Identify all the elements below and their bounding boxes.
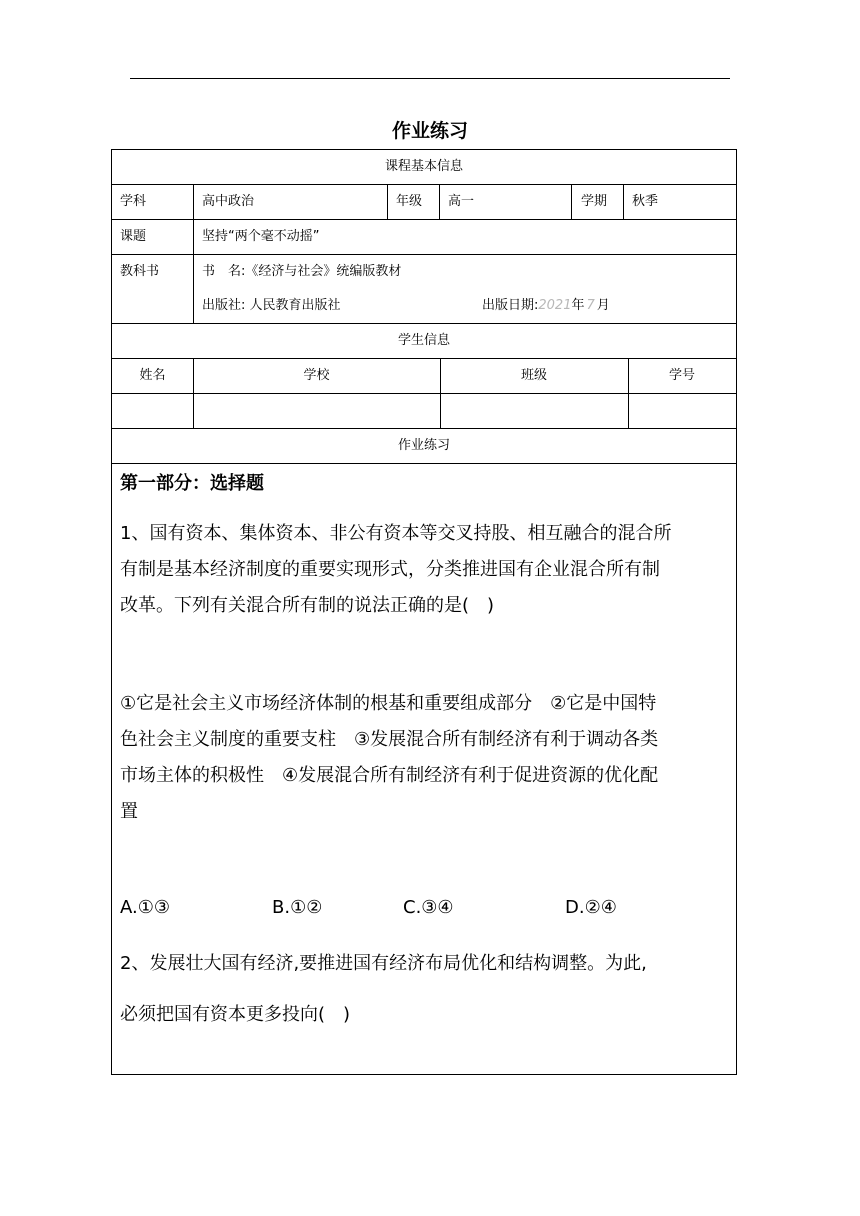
subject-value: 高中政治 <box>202 194 255 209</box>
col-divider <box>623 184 624 219</box>
col-divider <box>571 184 572 219</box>
textbook-label: 教科书 <box>120 264 160 279</box>
topic-value: 坚持“两个毫不动摇” <box>202 229 320 244</box>
publish-month: 7 <box>586 298 595 313</box>
subject-label: 学科 <box>120 194 147 209</box>
question-1-options <box>120 686 658 830</box>
choice-b[interactable]: B.①② <box>272 897 323 918</box>
publisher: 出版社: 人民教育出版社 <box>202 298 341 313</box>
worksheet-table <box>111 149 737 1075</box>
option-line: ①它是社会主义市场经济体制的根基和重要组成部分 ②它是中国特 <box>120 693 657 714</box>
name-column-header: 姓名 <box>139 368 166 383</box>
student-id-field[interactable] <box>628 393 736 428</box>
option-line: 色社会主义制度的重要支柱 ③发展混合所有制经济有利于调动各类 <box>120 729 659 750</box>
question-2-line: 必须把国有资本更多投向( ) <box>120 1004 351 1025</box>
question-1 <box>120 516 671 624</box>
school-field[interactable] <box>193 393 440 428</box>
option-line: 市场主体的积极性 ④发展混合所有制经济有利于促进资源的优化配 <box>120 765 659 786</box>
grade-label: 年级 <box>396 194 423 209</box>
student-info-header: 学生信息 <box>397 333 450 348</box>
choice-c[interactable]: C.③④ <box>403 897 454 918</box>
option-line: 置 <box>120 801 138 822</box>
school-column-header: 学校 <box>303 368 330 383</box>
question-2 <box>120 946 647 1033</box>
course-info-header: 课程基本信息 <box>384 159 463 174</box>
publish-year: 2021 <box>538 298 572 313</box>
page-title: 作业练习 <box>391 120 468 142</box>
question-1-line: 1、国有资本、集体资本、非公有资本等交叉持股、相互融合的混合所 <box>120 523 672 544</box>
topic-label: 课题 <box>120 229 147 244</box>
choice-d[interactable]: D.②④ <box>565 897 617 918</box>
question-1-line: 改革。下列有关混合所有制的说法正确的是( ) <box>120 595 495 616</box>
name-field[interactable] <box>112 393 193 428</box>
col-divider <box>387 184 388 219</box>
col-divider <box>439 184 440 219</box>
question-2-line: 2、发展壮大国有经济,要推进国有经济布局优化和结构调整。为此, <box>120 953 647 974</box>
part1-title: 第一部分：选择题 <box>120 473 264 494</box>
col-divider <box>193 184 194 323</box>
choice-a[interactable]: A.①③ <box>120 897 170 918</box>
class-field[interactable] <box>440 393 628 428</box>
month-char: 月 <box>596 298 610 313</box>
year-char: 年 <box>571 298 585 313</box>
exercise-header: 作业练习 <box>397 438 450 453</box>
book-name: 书 名:《经济与社会》统编版教材 <box>202 264 402 279</box>
term-label: 学期 <box>581 194 608 209</box>
publish-date <box>482 289 610 323</box>
term-value: 秋季 <box>632 194 659 209</box>
publish-date-label: 出版日期: <box>482 298 539 313</box>
student-id-column-header: 学号 <box>668 368 695 383</box>
grade-value: 高一 <box>448 194 475 209</box>
row-divider <box>112 463 736 464</box>
class-column-header: 班级 <box>520 368 547 383</box>
question-1-line: 有制是基本经济制度的重要实现形式，分类推进国有企业混合所有制 <box>120 559 660 580</box>
top-divider <box>130 78 730 79</box>
